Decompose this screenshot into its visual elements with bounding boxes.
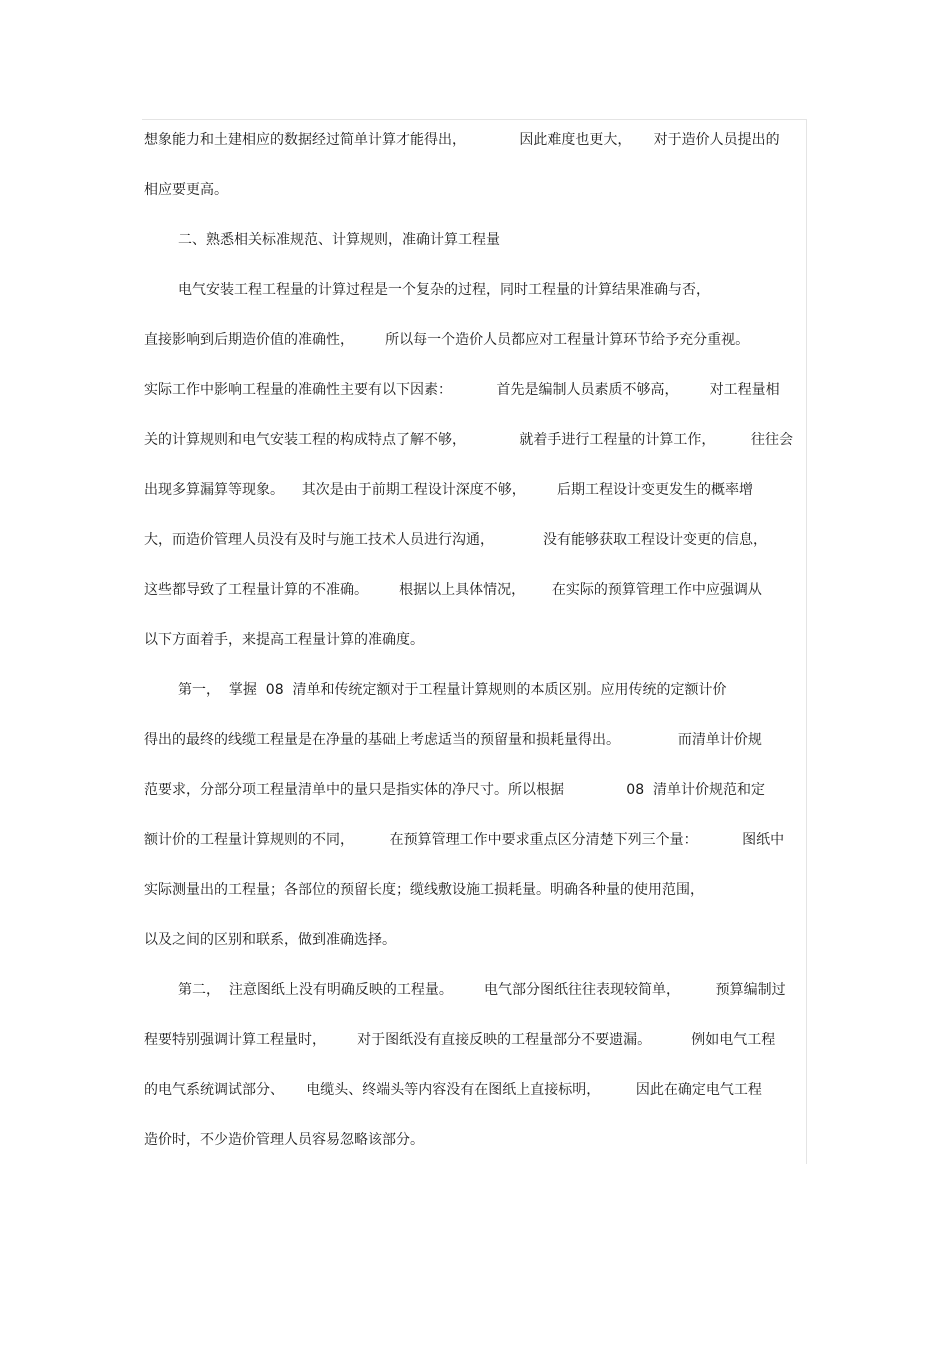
paragraph-line: 实际测量出的工程量；各部位的预留长度；缆线敷设施工损耗量。明确各种量的使用范围， bbox=[144, 882, 704, 898]
paragraph-line: 得出的最终的线缆工程量是在净量的基础上考虑适当的预留量和损耗量得出。 而清单计价规 bbox=[144, 732, 762, 748]
paragraph-line: 想象能力和土建相应的数据经过简单计算才能得出， 因此难度也更大， 对于造价人员提出的 bbox=[144, 132, 780, 148]
paragraph-line: 这些都导致了工程量计算的不准确。 根据以上具体情况， 在实际的预算管理工作中应强调从 bbox=[144, 582, 762, 598]
paragraph-line: 相应要更高。 bbox=[144, 182, 228, 198]
paragraph-line: 额计价的工程量计算规则的不同， 在预算管理工作中要求重点区分清楚下列三个量： 图纸中 bbox=[144, 832, 785, 848]
paragraph-line: 第二， 注意图纸上没有明确反映的工程量。 电气部分图纸往往表现较简单， 预算编制过 bbox=[178, 982, 786, 998]
paragraph-line: 以及之间的区别和联系，做到准确选择。 bbox=[144, 932, 396, 948]
paragraph-line: 程要特别强调计算工程量时， 对于图纸没有直接反映的工程量部分不要遗漏。 例如电气工程 bbox=[144, 1032, 776, 1048]
paragraph-line: 大，而造价管理人员没有及时与施工技术人员进行沟通， 没有能够获取工程设计变更的信息， bbox=[144, 532, 767, 548]
paragraph-line: 电气安装工程工程量的计算过程是一个复杂的过程，同时工程量的计算结果准确与否， bbox=[178, 282, 710, 298]
paragraph-line: 第一， 掌握 08 清单和传统定额对于工程量计算规则的本质区别。应用传统的定额计价 bbox=[178, 682, 727, 698]
paragraph-line: 出现多算漏算等现象。 其次是由于前期工程设计深度不够， 后期工程设计变更发生的概率增 bbox=[144, 482, 753, 498]
paragraph-line: 实际工作中影响工程量的准确性主要有以下因素： 首先是编制人员素质不够高， 对工程量相 bbox=[144, 382, 780, 398]
paragraph-line: 的电气系统调试部分、 电缆头、终端头等内容没有在图纸上直接标明， 因此在确定电气工程 bbox=[144, 1082, 762, 1098]
paragraph-line: 以下方面着手，来提高工程量计算的准确度。 bbox=[144, 632, 424, 648]
paragraph-line: 关的计算规则和电气安装工程的构成特点了解不够， 就着手进行工程量的计算工作， 往往会 bbox=[144, 432, 794, 448]
paragraph-line: 造价时，不少造价管理人员容易忽略该部分。 bbox=[144, 1132, 424, 1148]
paragraph-line: 直接影响到后期造价值的准确性， 所以每一个造价人员都应对工程量计算环节给予充分重视。 bbox=[144, 332, 750, 348]
paragraph-line: 范要求，分部分项工程量清单中的量只是指实体的净尺寸。所以根据 08 清单计价规范和定 bbox=[144, 782, 766, 798]
section-heading: 二、熟悉相关标准规范、计算规则，准确计算工程量 bbox=[178, 232, 500, 248]
